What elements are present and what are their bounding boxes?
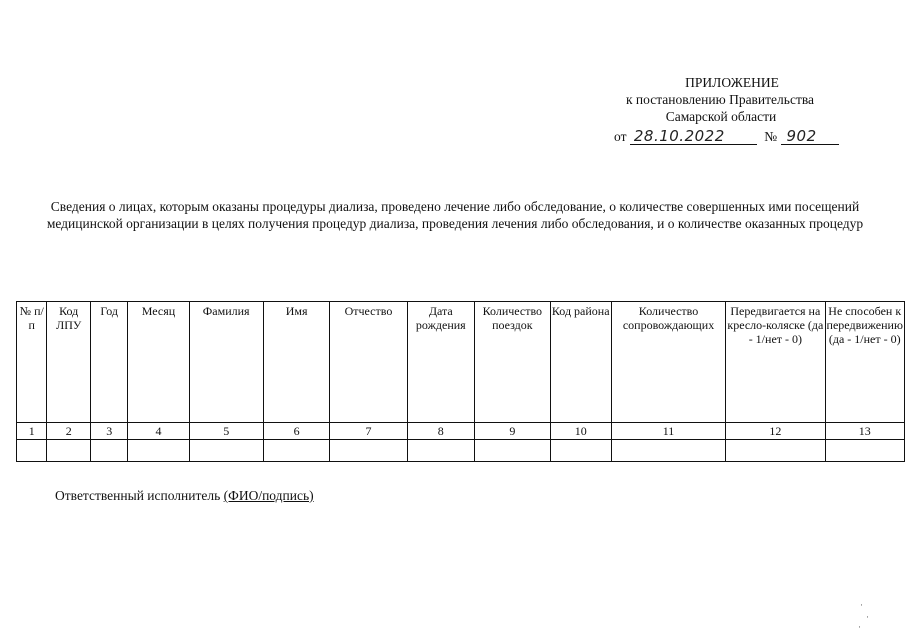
table-number-row (17, 423, 905, 440)
number-prefix: № (764, 129, 778, 144)
table-cell (189, 440, 263, 462)
col-number: 10 (550, 423, 611, 440)
col-number: 4 (128, 423, 189, 440)
col-header: Отчество (330, 302, 407, 423)
col-header: Количество поездок (475, 302, 551, 423)
col-header: Фамилия (189, 302, 263, 423)
col-number: 11 (611, 423, 725, 440)
col-number: 2 (47, 423, 91, 440)
decree-number: 902 (781, 127, 839, 145)
table-cell (726, 440, 825, 462)
table-cell (90, 440, 127, 462)
col-number: 3 (90, 423, 127, 440)
decree-date: 28.10.2022 (630, 127, 757, 145)
appendix-title: ПРИЛОЖЕНИЕ (685, 75, 779, 90)
col-number: 12 (726, 423, 825, 440)
document-heading: Сведения о лицах, которым оказаны процедуры диализа, проведено лечение либо обследование, о количестве совершенных ими посещений медицинской организации в целях получения процедур диализа, проведения лечения либо обследования, и о количестве оказанных процедур (46, 199, 864, 231)
footer-fio: (ФИО/подпись) (223, 488, 314, 503)
col-number: 13 (825, 423, 905, 440)
col-number: 8 (407, 423, 475, 440)
col-header: Не способен к передвижению (да - 1/нет - 0) (825, 302, 905, 423)
table-cell (330, 440, 407, 462)
table-cell (475, 440, 551, 462)
col-number: 9 (475, 423, 551, 440)
scan-speck: · (860, 600, 863, 610)
col-header: Дата рождения (407, 302, 475, 423)
appendix-header (600, 74, 850, 125)
table-cell (407, 440, 475, 462)
patients-table (16, 301, 905, 462)
col-number: 1 (17, 423, 47, 440)
table-cell (263, 440, 330, 462)
col-number: 6 (263, 423, 330, 440)
appendix-line-decree: к постановлению Правительства (625, 92, 815, 107)
footer-label: Ответственный исполнитель (55, 488, 224, 503)
decree-date-line (614, 127, 839, 145)
table-row (17, 440, 905, 462)
col-header: Код ЛПУ (47, 302, 91, 423)
col-header: № п/п (17, 302, 47, 423)
table-cell (550, 440, 611, 462)
table-cell (17, 440, 47, 462)
date-prefix: от (614, 129, 627, 144)
col-header: Месяц (128, 302, 189, 423)
table-cell (47, 440, 91, 462)
responsible-executor (55, 488, 314, 504)
table-cell (825, 440, 905, 462)
col-header: Имя (263, 302, 330, 423)
col-number: 5 (189, 423, 263, 440)
col-number: 7 (330, 423, 407, 440)
appendix-line-region: Самарской области (665, 109, 777, 124)
col-header: Количество сопровождающих (611, 302, 725, 423)
col-header: Код района (550, 302, 611, 423)
table-header-row (17, 302, 905, 423)
col-header: Год (90, 302, 127, 423)
scan-speck: · (858, 622, 861, 632)
table-cell (128, 440, 189, 462)
table-cell (611, 440, 725, 462)
col-header: Передвигается на кресло-коляске (да - 1/нет - 0) (726, 302, 825, 423)
scan-speck: · (866, 612, 869, 622)
